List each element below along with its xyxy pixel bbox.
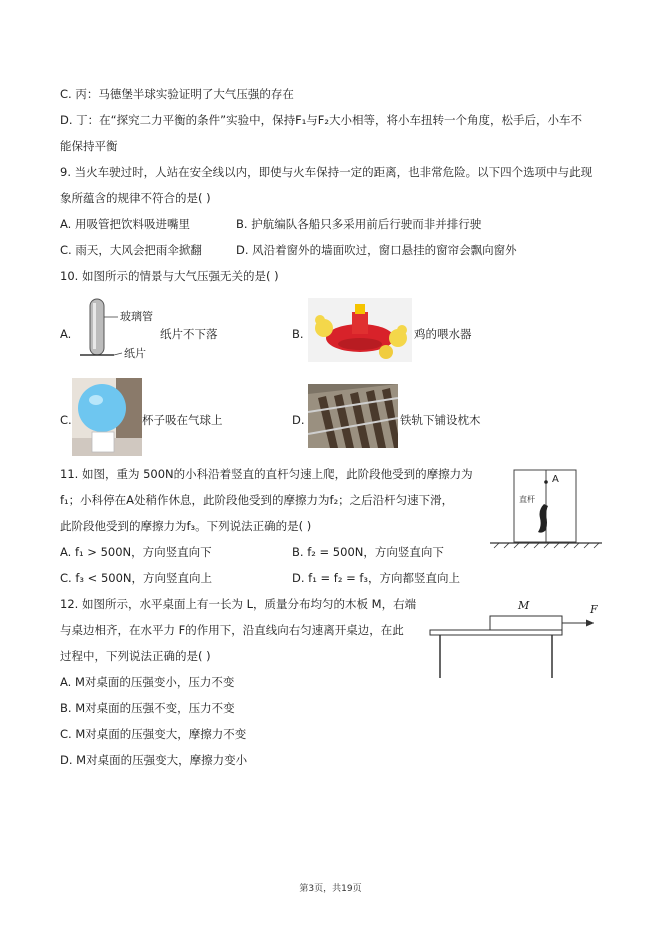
q9-option-b: B. 护航编队各船只多采用前后行驶而非并排行驶 <box>236 217 482 231</box>
q8-option-d-line2: 能保持平衡 <box>60 139 118 153</box>
page-footer: 第3页，共19页 <box>299 884 362 894</box>
pole-climbing-figure <box>490 468 602 550</box>
railway-sleepers-image <box>308 384 398 448</box>
q10-option-a-caption: 纸片不下落 <box>160 327 218 341</box>
q11-option-b: B. f₂ = 500N，方向竖直向下 <box>292 545 444 559</box>
paper-label: 纸片 <box>124 347 146 360</box>
glass-tube-figure <box>72 293 162 361</box>
balloon-cup-image <box>72 378 142 456</box>
q12-option-c: C. M对桌面的压强变大，摩擦力不变 <box>60 727 247 741</box>
q9-stem-line1: 9. 当火车驶过时，人站在安全线以内，即使与火车保持一定的距离，也非常危险。以下四个选项中与此现 <box>60 165 593 179</box>
q9-option-a: A. 用吸管把饮料吸进嘴里 <box>60 217 190 231</box>
q11-stem-line2: f₁；小科停在A处稍作休息，此阶段他受到的摩擦力为f₂；之后沿杆匀速下滑， <box>60 493 454 507</box>
q9-option-c: C. 雨天，大风会把雨伞掀翻 <box>60 243 202 257</box>
table-board-figure <box>428 604 608 682</box>
q12-option-b: B. M对桌面的压强不变，压力不变 <box>60 701 235 715</box>
q12-stem-line2: 与桌边相齐，在水平力 F的作用下，沿直线向右匀速离开桌边，在此 <box>60 623 404 637</box>
q9-stem-line2: 象所蕴含的规律不符合的是( ) <box>60 191 211 205</box>
point-a-label: A <box>552 474 559 485</box>
q11-stem-line3: 此阶段他受到的摩擦力为f₃。下列说法正确的是( ) <box>60 519 312 533</box>
q10-option-b-caption: 鸡的喂水器 <box>414 327 472 341</box>
q10-option-c-letter: C. <box>60 413 72 427</box>
q10-option-a-letter: A. <box>60 327 72 341</box>
chicken-feeder-image <box>308 298 412 362</box>
q12-stem-line1: 12. 如图所示，水平桌面上有一长为 L，质量分布均匀的木板 M，右端 <box>60 597 417 611</box>
q12-option-a: A. M对桌面的压强变小，压力不变 <box>60 675 235 689</box>
pole-label: 直杆 <box>519 495 535 504</box>
q11-option-d: D. f₁ = f₂ = f₃，方向都竖直向上 <box>292 571 461 585</box>
force-f-label: F <box>590 603 598 616</box>
q8-option-c: C. 丙：马德堡半球实验证明了大气压强的存在 <box>60 87 294 101</box>
q10-option-d-caption: 铁轨下铺设枕木 <box>400 413 481 427</box>
board-m-label: M <box>518 599 530 612</box>
q10-option-b-letter: B. <box>292 327 304 341</box>
q10-option-d-letter: D. <box>292 413 305 427</box>
q8-option-d-line1: D. 丁：在“探究二力平衡的条件”实验中，保持F₁与F₂大小相等，将小车扭转一个角度，松手后，小车不 <box>60 113 583 127</box>
q9-option-d: D. 风沿着窗外的墙面吹过，窗口悬挂的窗帘会飘向窗外 <box>236 243 517 257</box>
glass-tube-label: 玻璃管 <box>120 310 153 323</box>
q12-option-d: D. M对桌面的压强变大，摩擦力变小 <box>60 753 248 767</box>
q12-stem-line3: 过程中，下列说法正确的是( ) <box>60 649 211 663</box>
q10-option-c-caption: 杯子吸在气球上 <box>142 413 223 427</box>
q11-stem-line1: 11. 如图，重为 500N的小科沿着竖直的直杆匀速上爬，此阶段他受到的摩擦力为 <box>60 467 473 481</box>
q10-stem: 10. 如图所示的情景与大气压强无关的是( ) <box>60 269 279 283</box>
q11-option-c: C. f₃ < 500N，方向竖直向上 <box>60 571 212 585</box>
q11-option-a: A. f₁ > 500N，方向竖直向下 <box>60 545 212 559</box>
